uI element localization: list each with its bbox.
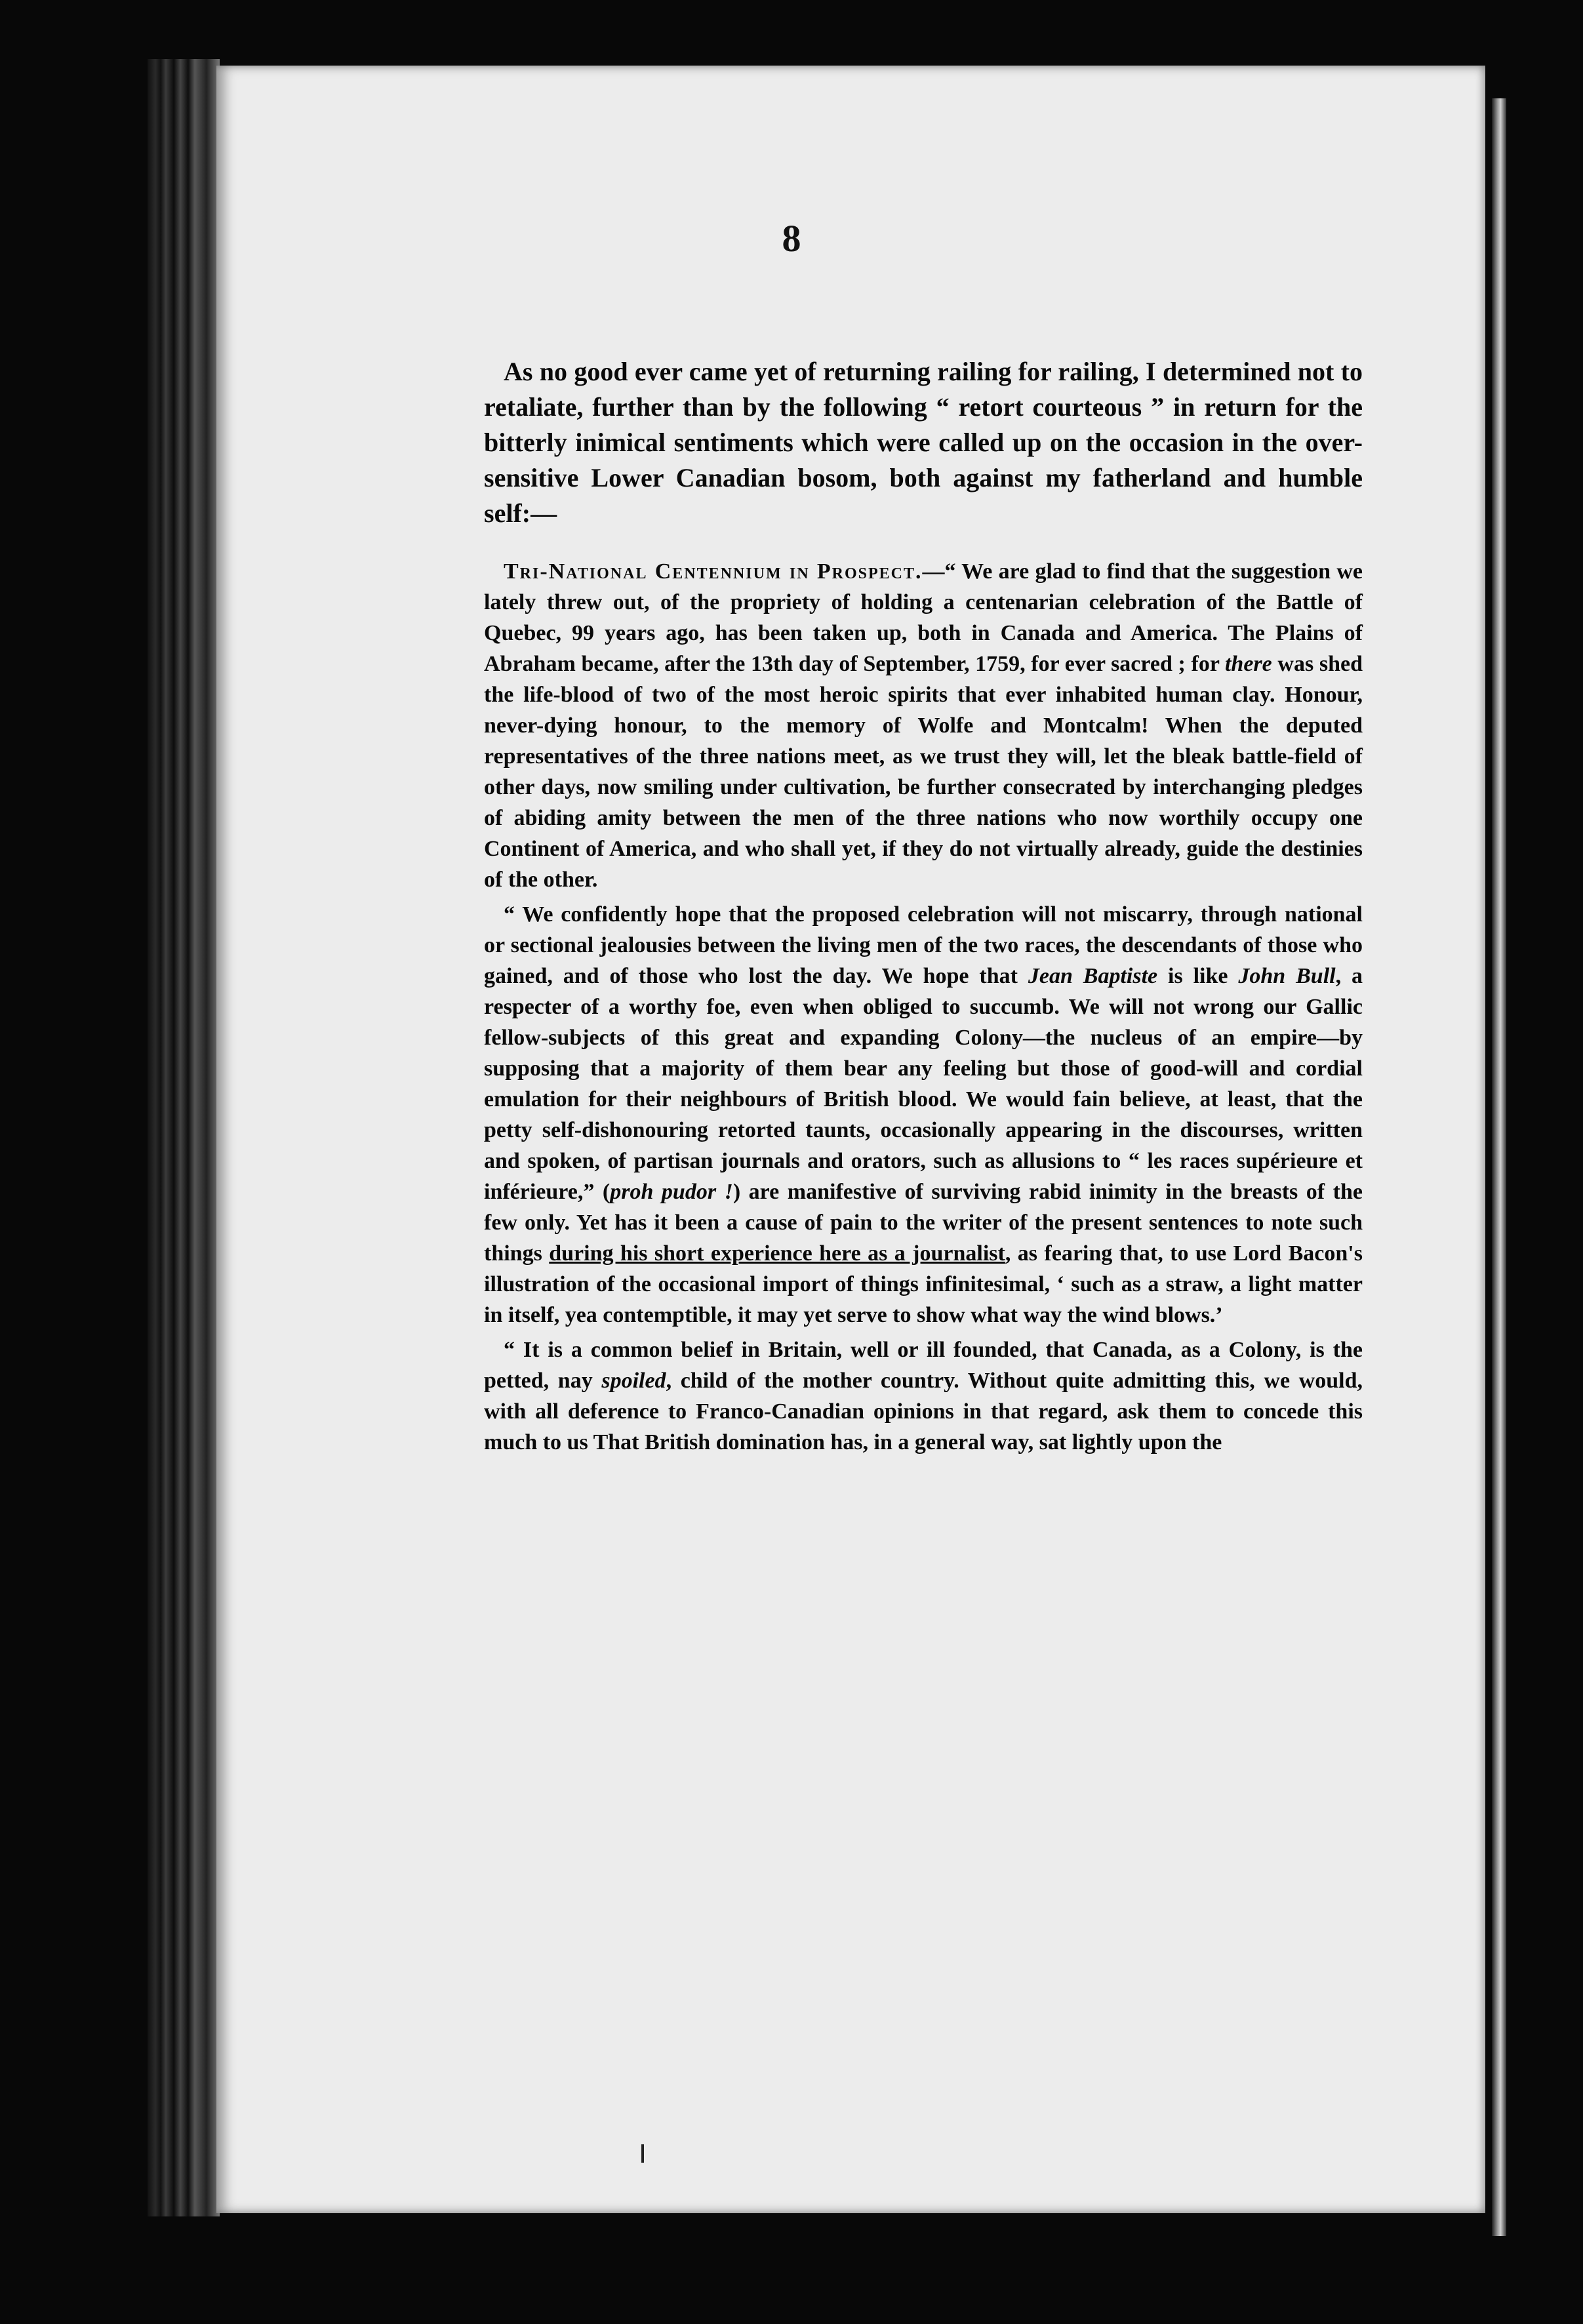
facing-page-edge	[1492, 98, 1506, 2236]
article-p3-text-a: “ It is a common belief in Britain, well or ill founded, that Canada, as a Colony, is the petted, nay	[484, 1338, 1363, 1393]
page-number: 8	[782, 217, 801, 260]
article-p1-italic-there: there	[1224, 652, 1272, 676]
intro-paragraph: As no good ever came yet of returning railing for railing, I determined not to retaliate, further than by the following “ retort courteous ” in return for the bitterly inimical sentiments which were called up on the occasion in the over-sensitive Lower Canadian bosom, both against my fatherland and humble self:—	[484, 357, 1363, 528]
article-p1-rest: was shed the life-blood of two of the most heroic spirits that ever inhabited human clay. Honour, never-dying honour, to the memory of Wolfe and Montcalm! When the deputed representatives of the three nations meet, as we trust they will, let the bleak battle-field of other days, now smiling under cultivation, be further consecrated by interchanging pledges of abiding amity between the men of the three nations who now worthily occupy one Continent of America, and who shall yet, if they do not virtually already, guide the destinies of the other.	[484, 652, 1363, 892]
article-paragraph-3	[484, 1334, 1363, 1458]
article-p2-italic-john-bull: John Bull	[1238, 964, 1336, 988]
article-p3-text-b: , child of the mother country. Without quite admitting this, we would, with all deference to Franco-Canadian opinions in that regard, ask them to concede this much to us That British domination has, in a general way, sat lightly upon the	[484, 1369, 1363, 1454]
article-p2-italic-proh-pudor: proh pudor !	[610, 1180, 733, 1204]
article-p2-text-d: ) are manifestive of surviving rabid inimity in the breasts of the few only. Yet has it been a cause of pain to the writer of the present sentences to note such things	[484, 1180, 1363, 1266]
article-heading: Tri-National Centennium in Prospect.	[504, 559, 923, 584]
article-p3-italic-spoiled: spoiled	[601, 1369, 666, 1393]
article-p2-text-b: is like	[1157, 964, 1239, 988]
article-p2-underlined-phrase: during his short experience here as a journalist	[549, 1241, 1005, 1266]
page-body	[484, 354, 1363, 1458]
book-binding-edge	[148, 59, 220, 2216]
article-p2-text-e: , as fearing that, to use Lord Bacon's illustration of the occasional import of things infinitesimal, ‘ such as a straw, a light matter in itself, yea contemptible, it may yet serve to show what way the wind blows.’	[484, 1241, 1363, 1327]
ink-mark	[641, 2144, 644, 2163]
article-paragraph-1	[484, 556, 1363, 895]
article-p2-italic-jean-baptiste: Jean Baptiste	[1028, 964, 1158, 988]
article-p2-text-a: “ We confidently hope that the proposed celebration will not miscarry, through national or sectional jealousies between the living men of the two races, the descendants of those who gained, and of those who lost the day. We hope that	[484, 902, 1363, 988]
article-p2-text-c: , a respecter of a worthy foe, even when obliged to succumb. We will not wrong our Gallic fellow-subjects of this great and expanding Colony—the nucleus of an empire—by supposing that a majority of them bear any feeling but those of good-will and cordial emulation for their neighbours of British blood. We would fain believe, at least, that the petty self-dishonouring retorted taunts, occasionally appearing in the discourses, written and spoken, of partisan journals and orators, such as allusions to “ les races supérieure et inférieure,” (	[484, 964, 1363, 1204]
article-p1-text: —“ We are glad to find that the suggestion we lately threw out, of the propriety of holding a centenarian celebration of the Battle of Quebec, 99 years ago, has been taken up, both in Canada and America. The Plains of Abraham became, after the 13th day of September, 1759, for ever sacred ; for	[484, 559, 1363, 676]
article-paragraph-2	[484, 899, 1363, 1331]
